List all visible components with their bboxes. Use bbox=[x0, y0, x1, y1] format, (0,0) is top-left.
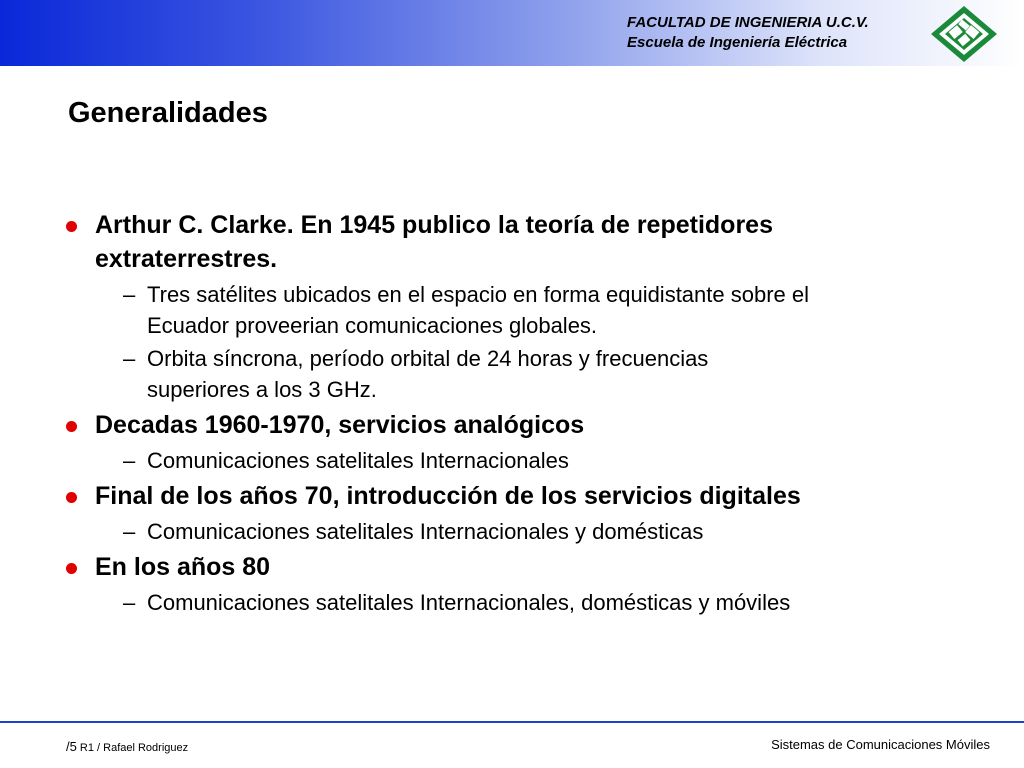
footer-left bbox=[66, 739, 188, 754]
bullet-dot-icon bbox=[66, 563, 77, 574]
bullet-dot-icon bbox=[66, 492, 77, 503]
bullet-list bbox=[66, 208, 966, 618]
sub-bullet-text-line: Comunicaciones satelitales Internacionales, domésticas y móviles bbox=[147, 590, 791, 615]
bullet-item bbox=[66, 408, 966, 442]
page-number: /5 bbox=[66, 739, 77, 754]
institution-name: FACULTAD DE INGENIERIA U.C.V. bbox=[627, 14, 869, 31]
dash-icon: – bbox=[123, 448, 136, 473]
header-text bbox=[627, 13, 869, 53]
sub-bullet-text-line: Comunicaciones satelitales Internacionales y domésticas bbox=[147, 519, 704, 544]
bullet-text-line: Arthur C. Clarke. En 1945 publico la teoría de repetidores bbox=[95, 211, 773, 239]
sub-bullet-text-line: Ecuador proveerian comunicaciones globales. bbox=[147, 313, 598, 338]
sub-bullet-item bbox=[66, 279, 966, 341]
bullet-text-line: En los años 80 bbox=[95, 553, 271, 581]
bullet-text-line: Decadas 1960-1970, servicios analógicos bbox=[95, 411, 585, 439]
dash-icon: – bbox=[123, 590, 136, 615]
dash-icon: – bbox=[123, 282, 136, 307]
footer-divider bbox=[0, 721, 1024, 723]
bullet-item bbox=[66, 479, 966, 513]
sub-bullet-item bbox=[66, 587, 966, 618]
bullet-dot-icon bbox=[66, 221, 77, 232]
footer-course-title: Sistemas de Comunicaciones Móviles bbox=[771, 737, 990, 752]
bullet-text-line: extraterrestres. bbox=[95, 245, 278, 273]
page-title: Generalidades bbox=[68, 97, 268, 129]
sub-bullet-text-line: Orbita síncrona, período orbital de 24 horas y frecuencias bbox=[147, 346, 709, 371]
bullet-item bbox=[66, 208, 966, 276]
bullet-dot-icon bbox=[66, 421, 77, 432]
sub-bullet-text-line: Comunicaciones satelitales Internacionales bbox=[147, 448, 569, 473]
sub-bullet-item bbox=[66, 343, 966, 405]
footer-author: R1 / Rafael Rodriguez bbox=[79, 742, 189, 754]
bullet-item bbox=[66, 550, 966, 584]
sub-bullet-text-line: superiores a los 3 GHz. bbox=[147, 377, 377, 402]
header-banner bbox=[0, 0, 1024, 66]
sub-bullet-item bbox=[66, 445, 966, 476]
bullet-text-line: Final de los años 70, introducción de los servicios digitales bbox=[95, 482, 801, 510]
ucv-diamond-logo-icon bbox=[929, 4, 999, 64]
sub-bullet-text-line: Tres satélites ubicados en el espacio en forma equidistante sobre el bbox=[147, 282, 810, 307]
sub-bullet-item bbox=[66, 516, 966, 547]
dash-icon: – bbox=[123, 519, 136, 544]
dash-icon: – bbox=[123, 346, 136, 371]
school-name: Escuela de Ingeniería Eléctrica bbox=[627, 34, 848, 51]
